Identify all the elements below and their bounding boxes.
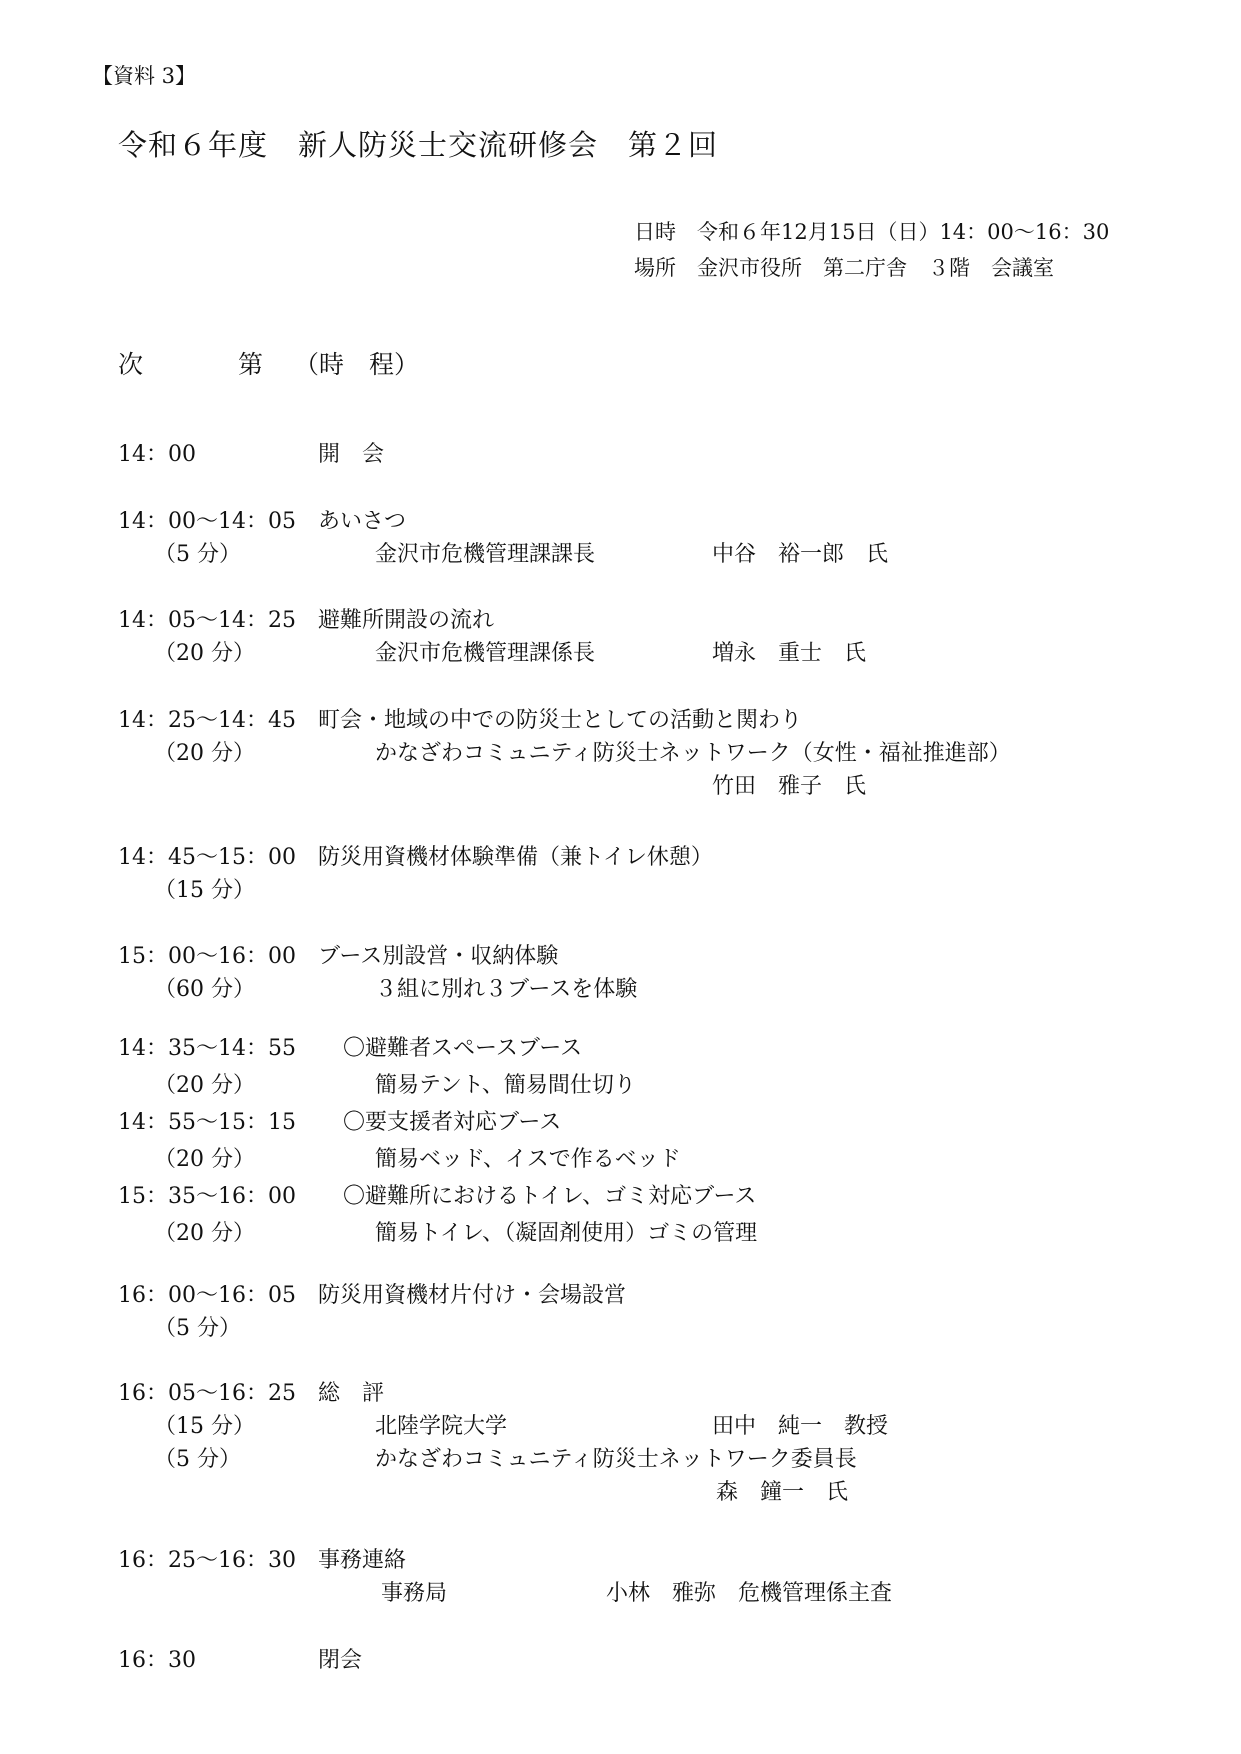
speaker-role: 金沢市危機管理課係長	[375, 641, 596, 666]
booth-detail: 簡易トイレ、（凝固剤使用）ゴミの管理	[375, 1221, 758, 1246]
section-heading-part-2: 第	[238, 350, 264, 379]
agenda-duration: （5 分）	[154, 542, 241, 567]
agenda-time: 14：25～14：45	[118, 708, 296, 733]
agenda-title: 閉会	[318, 1648, 363, 1673]
event-datetime: 日時 令和６年12月15日（日）14：00～16：30	[634, 220, 1110, 244]
agenda-duration: （5 分）	[154, 1447, 241, 1472]
agenda-note: ３組に別れ３ブースを体験	[375, 977, 638, 1002]
agenda-title: 防災用資機材体験準備（兼トイレ休憩）	[318, 845, 713, 870]
agenda-duration: （15 分）	[154, 1414, 255, 1439]
agenda-duration: （20 分）	[154, 641, 255, 666]
booth-name: 〇避難者スペースブース	[343, 1036, 583, 1061]
agenda-time: 14：00	[118, 442, 196, 467]
agenda-duration: （5 分）	[154, 1316, 241, 1341]
agenda-title: 事務連絡	[318, 1548, 407, 1573]
agenda-time: 16：05～16：25	[118, 1381, 296, 1406]
document-tag: 【資料 3】	[92, 64, 197, 88]
booth-time: 15：35～16：00	[118, 1184, 296, 1209]
speaker-name: 竹田 雅子 氏	[712, 774, 867, 799]
booth-duration: （20 分）	[154, 1073, 255, 1098]
booth-detail: 簡易ベッド、イスで作るベッド	[375, 1147, 681, 1172]
agenda-duration: （60 分）	[154, 977, 255, 1002]
speaker-role: かなざわコミュニティ防災士ネットワーク（女性・福祉推進部）	[375, 741, 1011, 766]
speaker-name: 小林 雅弥 危機管理係主査	[606, 1581, 893, 1606]
speaker-role: 北陸学院大学	[375, 1414, 508, 1439]
agenda-title: 避難所開設の流れ	[318, 608, 495, 633]
booth-name: 〇避難所におけるトイレ、ゴミ対応ブース	[343, 1184, 757, 1209]
agenda-time: 14：00～14：05	[118, 509, 296, 534]
speaker-name: 森 鐘一 氏	[716, 1480, 849, 1505]
agenda-time: 16：25～16：30	[118, 1548, 296, 1573]
agenda-time: 14：05～14：25	[118, 608, 296, 633]
booth-time: 14：35～14：55	[118, 1036, 296, 1061]
booth-detail: 簡易テント、簡易間仕切り	[375, 1073, 636, 1098]
event-venue: 場所 金沢市役所 第二庁舎 ３階 会議室	[634, 256, 1054, 280]
agenda-title: 開 会	[318, 442, 385, 467]
agenda-title: あいさつ	[318, 509, 407, 534]
agenda-title: 総 評	[318, 1381, 385, 1406]
page-title: 令和６年度 新人防災士交流研修会 第２回	[118, 128, 719, 162]
booth-time: 14：55～15：15	[118, 1110, 296, 1135]
booth-duration: （20 分）	[154, 1147, 255, 1172]
speaker-name: 中谷 裕一郎 氏	[712, 542, 889, 567]
booth-name: 〇要支援者対応ブース	[343, 1110, 562, 1135]
speaker-name: 増永 重士 氏	[712, 641, 867, 666]
agenda-title: 町会・地域の中での防災士としての活動と関わり	[318, 708, 803, 733]
agenda-duration: （20 分）	[154, 741, 255, 766]
speaker-role: 事務局	[381, 1581, 448, 1606]
agenda-title: 防災用資機材片付け・会場設営	[318, 1283, 627, 1308]
booth-duration: （20 分）	[154, 1221, 255, 1246]
agenda-duration: （15 分）	[154, 878, 255, 903]
agenda-time: 14：45～15：00	[118, 845, 296, 870]
speaker-name: 田中 純一 教授	[712, 1414, 889, 1439]
speaker-role: かなざわコミュニティ防災士ネットワーク委員長	[375, 1447, 857, 1472]
agenda-title: ブース別設営・収納体験	[318, 944, 559, 969]
speaker-role: 金沢市危機管理課課長	[375, 542, 596, 567]
agenda-time: 16：30	[118, 1648, 196, 1673]
agenda-time: 16：00～16：05	[118, 1283, 296, 1308]
agenda-time: 15：00～16：00	[118, 944, 296, 969]
section-heading-part-3: （時 程）	[294, 350, 420, 379]
section-heading-part-1: 次	[118, 350, 144, 379]
